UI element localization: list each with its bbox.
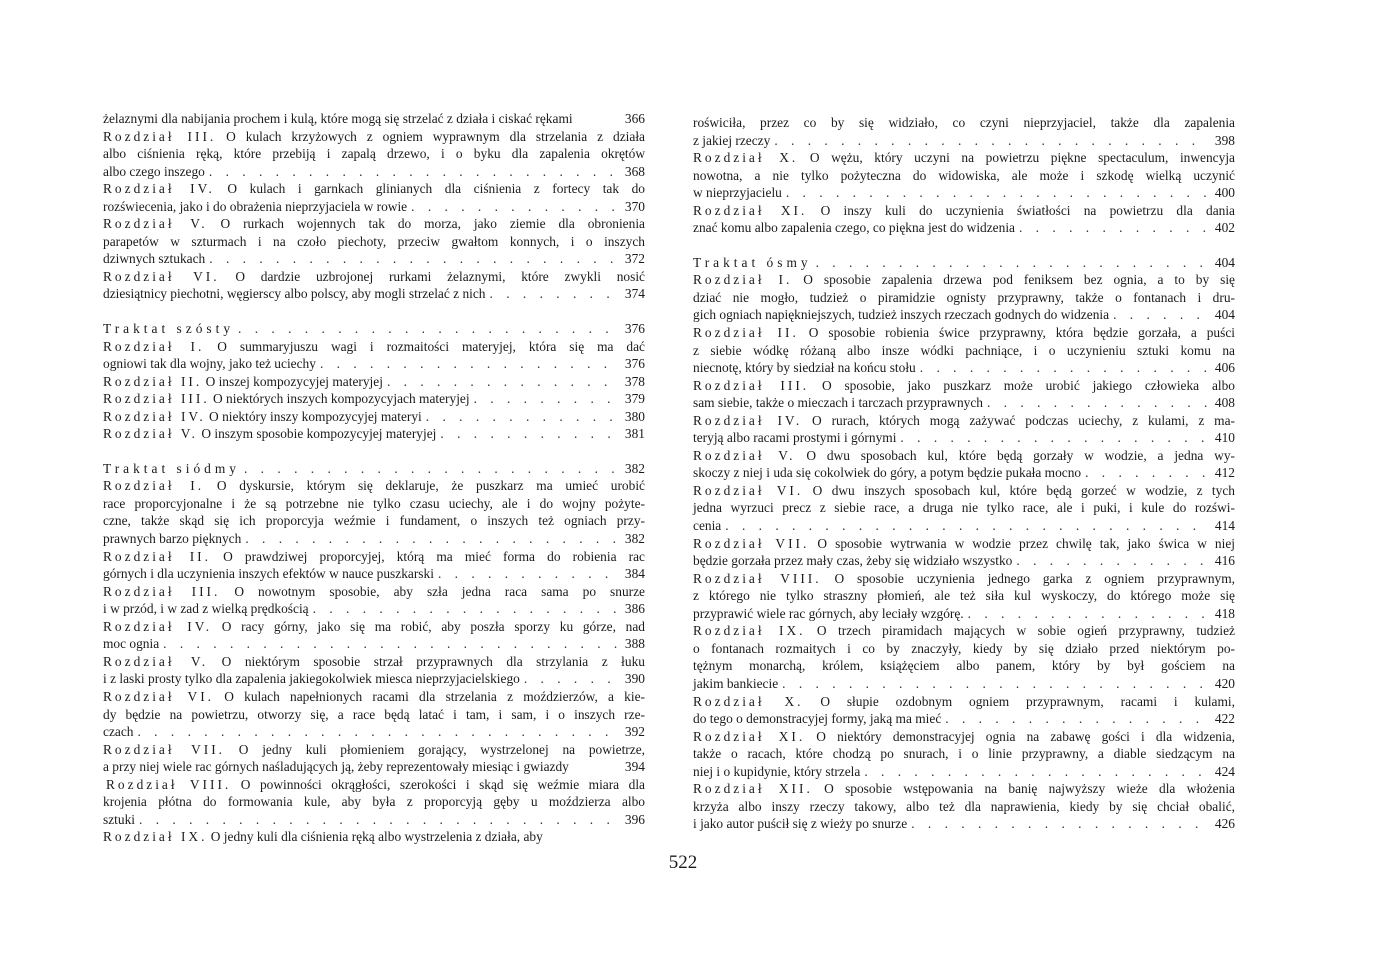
leader-dots xyxy=(159,635,617,653)
leader-dots xyxy=(1015,219,1207,237)
leader-dots xyxy=(407,198,617,216)
page-reference: 406 xyxy=(1214,360,1235,376)
entry-line: czne, także skąd się ich proporcyja weźmie i fundament, o inszych też ogniach przy- xyxy=(103,513,645,529)
chapter-label: Rozdział X. xyxy=(693,150,799,166)
page-reference: 376 xyxy=(624,356,645,372)
chapter-label: Rozdział XII. xyxy=(693,781,813,797)
toc-entry xyxy=(103,828,645,846)
leader-dots xyxy=(135,811,617,829)
section-title: Traktat siódmy xyxy=(103,460,240,476)
entry-last-line xyxy=(103,425,645,443)
leader-dots xyxy=(205,250,617,268)
chapter-label: Rozdział V. xyxy=(693,447,796,463)
entry-last-line xyxy=(103,198,645,216)
toc-entry xyxy=(103,776,645,829)
entry-text: Rozdział II. O inszej kompozycyjej materyjej xyxy=(103,373,383,389)
page-reference: 414 xyxy=(1214,518,1235,534)
entry-text: niecnotę, który by siedział na końcu stołu xyxy=(693,360,916,376)
entry-last-line xyxy=(103,565,645,583)
chapter-label: Rozdział III. xyxy=(103,583,221,599)
entry-text: i jako autor puścił się z wieży po snurze xyxy=(693,816,908,832)
entry-last-line xyxy=(103,408,645,426)
toc-entry xyxy=(103,215,645,268)
toc-entry xyxy=(693,114,1235,149)
chapter-label: Rozdział VII. xyxy=(103,741,226,757)
entry-text: rozświecenia, jako i do obrażenia nieprzyjaciela w rowie xyxy=(103,198,408,214)
page-reference: 388 xyxy=(624,636,645,652)
page-reference: 381 xyxy=(624,426,645,442)
toc-column-right xyxy=(693,114,1235,833)
entry-text: przyprawić wiele rac górnych, aby leciały wzgórę. xyxy=(693,605,964,621)
chapter-label: Rozdział III. xyxy=(103,391,210,407)
entry-last-line xyxy=(693,429,1235,447)
toc-entry xyxy=(693,693,1235,728)
toc-entry xyxy=(103,477,645,547)
entry-last-line xyxy=(693,605,1235,623)
leader-dots xyxy=(234,320,617,338)
page-reference: 372 xyxy=(624,251,645,267)
toc-entry xyxy=(103,618,645,653)
page-reference: 366 xyxy=(624,111,645,126)
entry-line: krojenia płótna do formowania kule, aby była z proporcyją gęby u moździerza albo xyxy=(103,794,645,810)
page-reference: 374 xyxy=(624,286,645,302)
toc-entry xyxy=(103,128,645,181)
entry-last-line xyxy=(103,373,645,391)
entry-line: Rozdział IV. O kulach i garnkach glinianych dla ciśnienia z fortecy tak do xyxy=(103,181,645,197)
entry-last-line xyxy=(693,394,1235,412)
leader-dots xyxy=(205,163,617,181)
entry-text: i w przód, i w zad z wielką prędkością xyxy=(103,601,309,617)
chapter-label: Rozdział IV. xyxy=(103,408,206,424)
chapter-label: Rozdział I. xyxy=(103,338,205,354)
toc-entry xyxy=(103,408,645,426)
page-reference: 416 xyxy=(1214,553,1235,569)
entry-text: z jakiej rzeczy xyxy=(693,132,771,148)
chapter-label: Rozdział V. xyxy=(103,216,208,232)
entry-line: Rozdział XII. O sposobie wstępowania na banię najwyższy wieże dla włożenia xyxy=(693,781,1235,797)
page-reference: 386 xyxy=(624,601,645,617)
entry-line: Rozdział IX. O trzech piramidach mających w sobie ogień przyprawny, tudzież xyxy=(693,623,1235,639)
page-reference: 408 xyxy=(1214,395,1235,411)
entry-line: nowotna, a nie tylko pożyteczna do widowiska, ale może i szkodę wielką uczynić xyxy=(693,167,1235,183)
entry-last-line xyxy=(693,359,1235,377)
entry-last-line xyxy=(693,763,1235,781)
leader-dots xyxy=(422,408,617,426)
entry-text: ogniowi tak dla wojny, jako też uciechy xyxy=(103,356,316,372)
section-gap xyxy=(103,303,645,320)
leader-dots xyxy=(1109,306,1207,324)
entry-text: teryją albo racami prostymi i górnymi xyxy=(693,430,897,446)
chapter-label: Rozdział VI. xyxy=(103,688,215,704)
entry-last-line xyxy=(103,600,645,618)
entry-text: będzie gorzała przez mały czas, żeby się widziało wszystko xyxy=(693,553,1013,569)
chapter-label: Rozdział VIII. xyxy=(106,776,232,792)
section-gap xyxy=(103,443,645,460)
entry-last-line xyxy=(103,285,645,303)
entry-line: Rozdział V. O dwu sposobach kul, które będą gorzały w wodzie, a jedna wy- xyxy=(693,447,1235,463)
entry-line: parapetów w szturmach i na czoło piechoty, przeciw gwałtom konnych, i o inszych xyxy=(103,233,645,249)
entry-last-line xyxy=(103,110,645,128)
toc-entry xyxy=(693,149,1235,202)
entry-last-line xyxy=(103,670,645,688)
entry-last-line xyxy=(693,464,1235,482)
entry-line: Rozdział VI. O dardzie uzbrojonej rurkami żelaznymi, które zwykli nosić xyxy=(103,268,645,284)
leader-dots xyxy=(812,254,1207,272)
toc-entry xyxy=(693,324,1235,377)
toc-entry xyxy=(103,583,645,618)
entry-last-line xyxy=(103,530,645,548)
entry-last-line xyxy=(103,320,645,338)
page-reference: 390 xyxy=(624,671,645,687)
page-reference: 410 xyxy=(1214,430,1235,446)
section-heading xyxy=(103,320,645,338)
chapter-label: Rozdział IV. xyxy=(103,181,215,197)
leader-dots xyxy=(941,710,1207,728)
page-reference: 382 xyxy=(624,460,645,476)
chapter-label: Rozdział VII. xyxy=(693,535,810,551)
entry-text: skoczy z niej i uda się cokolwiek do góry, a potym będzie pukała mocno xyxy=(693,465,1082,481)
toc-entry xyxy=(103,180,645,215)
chapter-label: Rozdział IV. xyxy=(103,618,213,634)
page-reference: 400 xyxy=(1214,185,1235,201)
leader-dots xyxy=(782,184,1207,202)
entry-line: Rozdział II. O sposobie robienia świce przyprawny, która będzie gorzała, a puści xyxy=(693,325,1235,341)
entry-last-line xyxy=(103,758,645,776)
leader-dots xyxy=(907,815,1207,833)
section-title: Traktat ósmy xyxy=(693,254,812,270)
page-reference: 376 xyxy=(624,321,645,337)
entry-line: o fontanach rozmaitych i co by znaczyły, kiedy by się działo przed niektórym po- xyxy=(693,640,1235,656)
entry-line: Rozdział III. O nowotnym sposobie, aby szła jedna raca sama po snurze xyxy=(103,583,645,599)
entry-line: roświciła, przez co by się widziało, co czyni nieprzyjaciel, także dla zapalenia xyxy=(693,115,1235,130)
toc-entry xyxy=(103,338,645,373)
entry-last-line xyxy=(103,828,645,846)
entry-line: race proporcyjonalne i że są potrzebne nie tylko czasu uciechy, ale i do wojny pożyte- xyxy=(103,495,645,511)
entry-text: i z laski prosty tylko dla zapalenia jakiegokolwiek miesca nieprzyjacielskiego xyxy=(103,671,520,687)
page-reference: 384 xyxy=(624,566,645,582)
toc-entry xyxy=(693,570,1235,623)
page-reference: 394 xyxy=(624,759,645,775)
page-reference: 404 xyxy=(1214,307,1235,323)
entry-line: dziać nie mogło, tudzież o piramidzie ognisty przyprawny, także o fontanach i dru- xyxy=(693,289,1235,305)
entry-text: znać komu albo zapalenia czego, co piękna jest do widzenia xyxy=(693,220,1015,236)
entry-line: dy będzie na powietrzu, otworzy się, a race będą latać i tam, i sam, i o inszych rze- xyxy=(103,706,645,722)
entry-line: albo ciśnienia ręką, które przebiją i zapalą drzewo, i o byku dla zapalenia okrętów xyxy=(103,146,645,162)
page-reference: 396 xyxy=(624,811,645,827)
entry-line: Rozdział V. O rurkach wojennych tak do morza, jako ziemie dla obronienia xyxy=(103,216,645,232)
page-number: 522 xyxy=(668,852,698,873)
page-reference: 424 xyxy=(1214,763,1235,779)
entry-text: niej i o kupidynie, który strzela xyxy=(693,763,861,779)
entry-line: Rozdział X. O słupie ozdobnym ogniem przyprawnym, racami i kulami, xyxy=(693,693,1235,709)
leader-dots xyxy=(1012,552,1207,570)
section-title: Traktat szósty xyxy=(103,321,235,337)
entry-line: Rozdział III. O sposobie, jako puszkarz może urobić jakiego człowieka albo xyxy=(693,377,1235,393)
chapter-label: Rozdział V. xyxy=(103,426,198,442)
chapter-label: Rozdział II. xyxy=(693,325,799,341)
entry-last-line xyxy=(693,219,1235,237)
toc-entry xyxy=(693,482,1235,535)
entry-last-line xyxy=(103,250,645,268)
entry-text: Rozdział III. O niektórych inszych kompozycyjach materyjej xyxy=(103,391,470,407)
entry-text: sam siebie, także o mieczach i tarczach przyprawnych xyxy=(693,395,983,411)
leader-dots xyxy=(470,390,617,408)
entry-text: Rozdział IX. O jedny kuli dla ciśnienia ręką albo wystrzelenia z działa, aby xyxy=(103,829,543,845)
entry-line: Rozdział VII. O jedny kuli płomieniem gorający, wystrzelonej na powietrze, xyxy=(103,741,645,757)
leader-dots xyxy=(1081,464,1207,482)
entry-last-line xyxy=(693,132,1235,150)
toc-entry xyxy=(103,653,645,688)
entry-text: gich ogniach napiękniejszych, tudzież inszych rzeczach godnych do widzenia xyxy=(693,307,1110,323)
chapter-label: Rozdział I. xyxy=(103,478,205,494)
leader-dots xyxy=(486,285,618,303)
leader-dots xyxy=(896,429,1207,447)
chapter-label: Rozdział IV. xyxy=(693,412,803,428)
toc-entry xyxy=(693,377,1235,412)
leader-dots xyxy=(436,425,617,443)
section-gap xyxy=(693,237,1235,254)
entry-text: Rozdział V. O inszym sposobie kompozycyjej materyjej xyxy=(103,426,437,442)
leader-dots xyxy=(721,517,1207,535)
entry-line: Rozdział V. O niektórym sposobie strzał przyprawnych dla strzylania z łuku xyxy=(103,653,645,669)
page-reference: 402 xyxy=(1214,220,1235,236)
page-reference: 420 xyxy=(1214,675,1235,691)
entry-text: żelaznymi dla nabijania prochem i kulą, które mogą się strzelać z działa i ciskać rękami xyxy=(103,111,573,126)
entry-line: także o racach, które chodzą po snurach, i o linie przyprawny, a diable siedzącym na xyxy=(693,746,1235,762)
leader-dots xyxy=(916,359,1207,377)
entry-line: Rozdział VI. O dwu inszych sposobach kul, które będą gorzeć w wodzie, z tych xyxy=(693,482,1235,498)
entry-line: Rozdział X. O wężu, który uczyni na powietrzu piękne spectaculum, inwencyja xyxy=(693,150,1235,166)
entry-last-line xyxy=(103,460,645,478)
toc-entry xyxy=(103,548,645,583)
entry-last-line xyxy=(693,517,1235,535)
chapter-label: Rozdział VI. xyxy=(103,268,220,284)
entry-last-line xyxy=(103,723,645,741)
leader-dots xyxy=(434,565,617,583)
entry-line: Rozdział VIII. O sposobie uczynienia jednego garka z ogniem przyprawnym, xyxy=(693,570,1235,586)
entry-last-line xyxy=(693,254,1235,272)
entry-last-line xyxy=(693,675,1235,693)
leader-dots xyxy=(383,373,617,391)
entry-text: sztuki xyxy=(103,811,135,827)
entry-text: cenia xyxy=(693,518,722,534)
toc-entry xyxy=(103,373,645,391)
chapter-label: Rozdział II. xyxy=(103,373,203,389)
page-reference: 422 xyxy=(1214,711,1235,727)
page-reference: 382 xyxy=(624,531,645,547)
chapter-label: Rozdział II. xyxy=(103,548,211,564)
toc-entry xyxy=(693,780,1235,833)
entry-line: Rozdział IV. O rurach, których mogą zażywać podczas uciechy, z kulami, z ma- xyxy=(693,412,1235,428)
entry-last-line xyxy=(103,163,645,181)
entry-text: albo czego inszego xyxy=(103,163,205,179)
entry-text: w nieprzyjacielu xyxy=(693,185,782,201)
chapter-label: Rozdział III. xyxy=(693,377,810,393)
entry-text: prawnych barzo pięknych xyxy=(103,531,242,547)
chapter-label: Rozdział VI. xyxy=(693,482,804,498)
entry-line: jedna wyrzuci precz z siebie race, a druga nie tylko race, ale i puki, i kule do rozświ- xyxy=(693,500,1235,516)
toc-column-left xyxy=(103,110,645,846)
page-reference: 398 xyxy=(1214,132,1235,148)
entry-text: a przy niej wiele rac górnych naśladujących ją, żeby reprezentowały miesiąc i gwiazdy xyxy=(103,759,569,775)
chapter-label: Rozdział XI. xyxy=(693,728,806,744)
page-reference: 368 xyxy=(624,163,645,179)
entry-text: czach xyxy=(103,724,134,740)
entry-line: krzyża albo inszy rzeczy takowy, albo też dla naprawienia, kiedy by się chciał obalić, xyxy=(693,798,1235,814)
leader-dots xyxy=(520,670,617,688)
toc-entry xyxy=(693,447,1235,482)
chapter-label: Rozdział I. xyxy=(693,272,793,288)
entry-last-line xyxy=(103,811,645,829)
entry-text: Rozdział IV. O niektóry inszy kompozycyjej materyi xyxy=(103,408,422,424)
leader-dots xyxy=(309,600,617,618)
toc-entry xyxy=(693,728,1235,781)
toc-entry xyxy=(103,390,645,408)
toc-entry xyxy=(693,412,1235,447)
chapter-label: Rozdział IX. xyxy=(103,829,208,845)
entry-line: Rozdział I. O sposobie zapalenia drzewa pod feniksem bez ognia, a to by się xyxy=(693,272,1236,288)
chapter-label: Rozdział XI. xyxy=(693,202,808,218)
page-reference: 392 xyxy=(624,724,645,740)
page-reference: 378 xyxy=(624,373,645,389)
toc-entry xyxy=(103,425,645,443)
section-heading xyxy=(693,254,1235,272)
entry-text: moc ognia xyxy=(103,636,160,652)
entry-last-line xyxy=(693,306,1235,324)
leader-dots xyxy=(770,132,1207,150)
leader-dots xyxy=(240,460,617,478)
chapter-label: Rozdział X. xyxy=(693,693,804,709)
entry-line: z którego nie tylko straszny płomień, ale też siła kul wyskoczy, do którego może się xyxy=(693,588,1235,604)
page-reference: 370 xyxy=(624,198,645,214)
entry-line: Rozdział VI. O kulach napełnionych racami dla strzelania z moździerzów, a kie- xyxy=(103,688,645,704)
entry-text: jakim bankiecie xyxy=(693,675,779,691)
toc-entry xyxy=(103,688,645,741)
page-reference: 380 xyxy=(624,408,645,424)
page-reference: 412 xyxy=(1214,465,1235,481)
chapter-label: Rozdział III. xyxy=(103,128,217,144)
entry-line: tężnym monarchą, królem, książęciem albo panem, który by był gościem na xyxy=(693,658,1235,674)
toc-entry xyxy=(693,202,1235,237)
entry-text: do tego o demonstracyjej formy, jaką ma mieć xyxy=(693,711,942,727)
entry-last-line xyxy=(103,635,645,653)
entry-last-line xyxy=(103,390,645,408)
toc-entry xyxy=(103,268,645,303)
toc-entry xyxy=(693,271,1235,324)
entry-last-line xyxy=(693,184,1235,202)
entry-last-line xyxy=(103,355,645,373)
section-heading xyxy=(103,460,645,478)
leader-dots xyxy=(860,763,1207,781)
entry-line: Rozdział I. O summaryjuszu wagi i rozmaitości materyjej, która się ma dać xyxy=(103,338,645,354)
entry-line: Rozdział XI. O niektóry demonstracyjej ognia na zabawę gości i dla widzenia, xyxy=(693,728,1235,744)
entry-text: górnych i dla uczynienia inszych efektów w nauce puszkarski xyxy=(103,566,434,582)
toc-entry xyxy=(693,622,1235,692)
page-reference: 418 xyxy=(1214,605,1235,621)
page-reference: 426 xyxy=(1214,816,1235,832)
chapter-label: Rozdział IX. xyxy=(693,623,806,639)
entry-line: Rozdział I. O dyskursie, którym się deklaruje, że puszkarz ma umieć urobić xyxy=(103,478,645,494)
leader-dots xyxy=(778,675,1207,693)
entry-last-line xyxy=(693,815,1235,833)
entry-text: dziesiątnicy piechotni, węgierscy albo polscy, aby mogli strzelać z nich xyxy=(103,286,486,302)
entry-line: z siebie wódkę różaną albo insze wódki pachniące, i o uczynieniu sztuki komu na xyxy=(693,342,1235,358)
toc-entry xyxy=(693,535,1235,570)
page-reference: 404 xyxy=(1214,254,1235,270)
entry-line: Rozdział VIII. O powinności okrągłości, szerokości i skąd się weźmie miara dla xyxy=(106,776,645,792)
leader-dots xyxy=(133,723,617,741)
entry-last-line xyxy=(693,552,1235,570)
entry-last-line xyxy=(693,710,1235,728)
toc-entry xyxy=(103,741,645,776)
entry-line: Rozdział XI. O inszy kuli do uczynienia światłości na powietrzu dla dania xyxy=(693,202,1236,218)
page-reference: 379 xyxy=(624,391,645,407)
entry-line: Rozdział VII. O sposobie wytrwania w wodzie przez chwilę tak, jako świca w niej xyxy=(693,535,1235,551)
entry-line: Rozdział III. O kulach krzyżowych z ogniem wyprawnym dla strzelania z działa xyxy=(103,128,645,144)
leader-dots xyxy=(241,530,617,548)
toc-entry xyxy=(103,110,645,128)
entry-text: dziwnych sztukach xyxy=(103,251,206,267)
entry-line: Rozdział IV. O racy górny, jako się ma robić, aby poszła sporzy ku górze, nad xyxy=(103,618,645,634)
chapter-label: Rozdział V. xyxy=(103,653,209,669)
leader-dots xyxy=(983,394,1207,412)
leader-dots xyxy=(964,605,1207,623)
chapter-label: Rozdział VIII. xyxy=(693,570,822,586)
leader-dots xyxy=(316,355,617,373)
entry-line: Rozdział II. O prawdziwej proporcyjej, którą ma mieć forma do robienia rac xyxy=(103,548,645,564)
